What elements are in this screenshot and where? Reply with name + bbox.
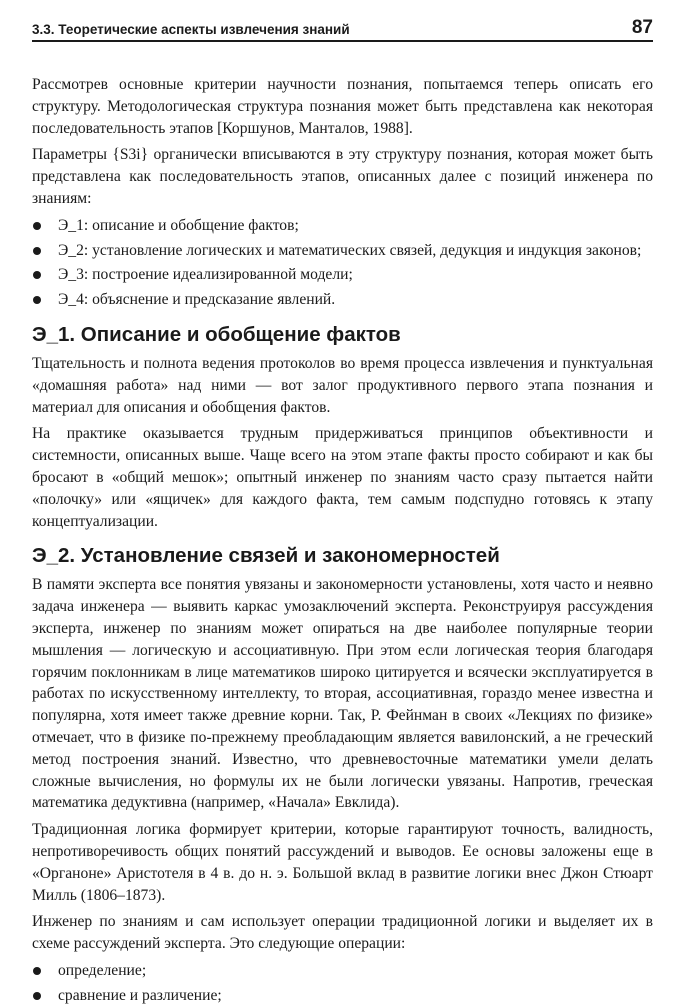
list-item-text: Э_4: объяснение и предсказание явлений. (58, 291, 336, 309)
bullet-icon (33, 967, 41, 975)
list-item (32, 960, 653, 982)
list-item (32, 264, 653, 286)
bullet-icon (33, 247, 41, 255)
list-item (32, 240, 653, 262)
list-item-text: Э_3: построение идеализированной модели; (58, 266, 353, 284)
intro-paragraph-1: Рассмотрев основные критерии научности познания, попытаемся теперь описать его структуру. Методологическая структура познания может быть представлена как некоторая последовательность этапов [Коршунов, Манталов, 1988]. (32, 76, 653, 137)
running-header (32, 18, 653, 42)
bullet-icon (33, 296, 41, 304)
list-item-text: определение; (58, 961, 147, 979)
list-item-text: Э_1: описание и обобщение фактов; (58, 216, 299, 234)
list-item-text: Э_2: установление логических и математических связей, дедукция и индукция законов; (58, 241, 642, 259)
bullet-icon (33, 992, 41, 1000)
list-item (32, 985, 653, 1006)
stages-list (32, 215, 653, 311)
list-item (32, 289, 653, 311)
section-heading-e2: Э_2. Установление связей и закономерностей (32, 544, 500, 568)
section1-paragraph-2: На практике оказывается трудным придерживаться принципов объективности и системности, описанных выше. Чаще всего на этом этапе факты просто собирают и как бы бросают в «общий мешок»; опытный инженер по знаниям часто сразу пытается найти «полочку» или «ящичек» для каждого факта, тем самым подспудно готовясь к этапу концептуализации. (32, 425, 653, 530)
bullet-icon (33, 222, 41, 230)
running-header-title: 3.3. Теоретические аспекты извлечения знаний (32, 22, 350, 37)
list-item (32, 215, 653, 237)
section2-paragraph-1: В памяти эксперта все понятия увязаны и закономерности установлены, хотя часто и неявно задача инженера — выявить каркас умозаключений эксперта. Реконструируя рассуждения эксперта, инженер по знаниям может опираться на две наиболее популярные теории мышления — логическую и ассоциативную. При этом если логическая теория благодаря горячим поклонникам в лице математиков широко цитируется и всячески эксплуатируется в работах по искусственному интеллекту, то вторая, ассоциативная, гораздо менее известна и популярна, хотя имеет также древние корни. Так, Р. Фейнман в своих «Лекциях по физике» отмечает, что в физике по-прежнему преобладающим является вавилонский, а не греческий метод построения знаний. Известно, что древневосточные математики умели делать сложные вычисления, но формулы их не были логически увязаны. Напротив, греческая математика дедуктивна (например, «Начала» Евклида). (32, 576, 653, 812)
list-item-text: сравнение и различение; (58, 986, 222, 1004)
page-number: 87 (631, 17, 653, 38)
section2-paragraph-2: Традиционная логика формирует критерии, которые гарантируют точность, валидность, непротиворечивость общих понятий рассуждений и выводов. Ее основы заложены еще в «Органоне» Аристотеля в 4 в. до н. э. Большой вклад в развитие логики внес Джон Стюарт Милль (1806–1873). (32, 821, 653, 904)
operations-list (32, 960, 653, 1006)
intro-paragraph-2: Параметры {S3i} органически вписываются в эту структуру познания, которая может быть представлена как последовательность этапов, описанных далее с позиций инженера по знаниям: (32, 146, 653, 207)
section-heading-e1: Э_1. Описание и обобщение фактов (32, 322, 401, 346)
section2-paragraph-3: Инженер по знаниям и сам использует операции традиционной логики и выделяет их в схеме рассуждений эксперта. Это следующие операции: (32, 913, 653, 953)
bullet-icon (33, 271, 41, 279)
section1-paragraph-1: Тщательность и полнота ведения протоколов во время процесса извлечения и пунктуальная «домашняя работа» над ними — вот залог продуктивного первого этапа познания и материал для описания и обобщения фактов. (32, 354, 653, 416)
